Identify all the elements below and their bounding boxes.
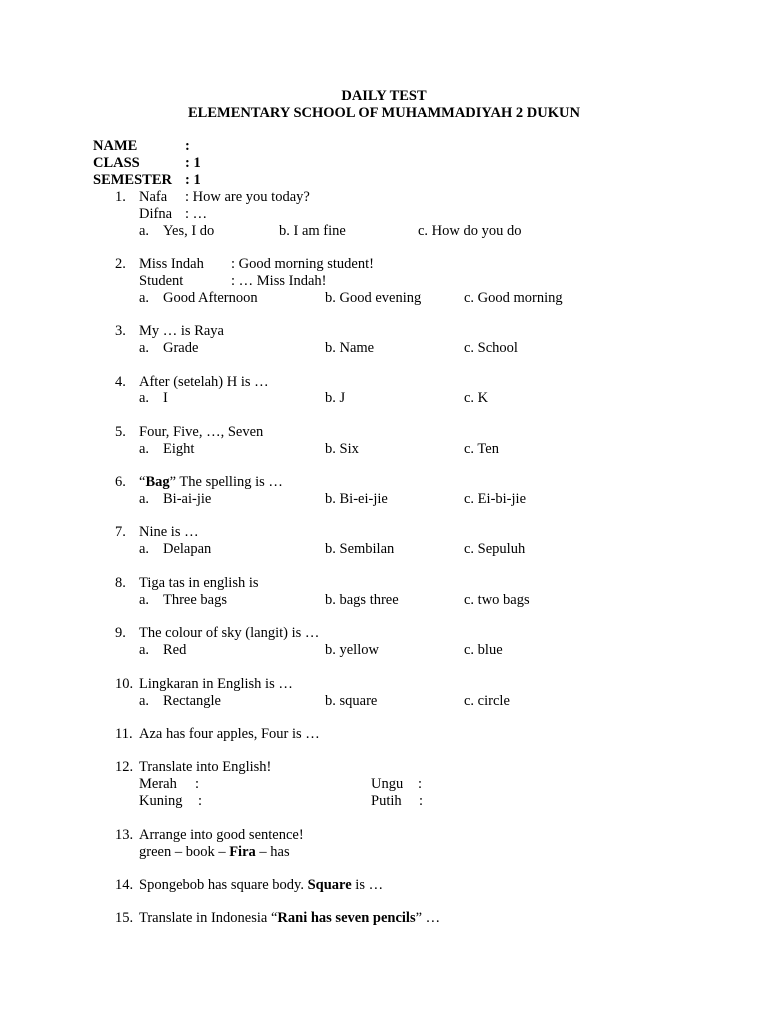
emphasis-word: Square: [307, 877, 352, 893]
question-number: 3.: [115, 323, 126, 339]
test-title: DAILY TEST: [341, 88, 427, 104]
translate-word: Ungu: [371, 776, 404, 792]
option-a: Good Afternoon: [163, 290, 258, 306]
question-text: Spongebob has square body. Square is …: [139, 877, 384, 893]
question-number: 11.: [115, 726, 133, 742]
question-number: 12.: [115, 759, 134, 775]
option-a: Red: [163, 642, 187, 658]
option-a: Three bags: [163, 592, 228, 608]
dialog-speaker: Difna: [139, 206, 173, 222]
emphasis-word: Bag: [145, 474, 170, 490]
name-value: :: [185, 138, 190, 154]
question-text: Four, Five, …, Seven: [139, 424, 264, 440]
option-a: Rectangle: [163, 693, 221, 709]
dialog-line: : How are you today?: [185, 189, 310, 205]
option-c: c. two bags: [464, 592, 530, 608]
option-b: b. bags three: [325, 592, 399, 608]
option-c: c. Ten: [464, 441, 499, 457]
option-b: b. Sembilan: [325, 541, 395, 557]
question-number: 8.: [115, 575, 126, 591]
dialog-speaker: Nafa: [139, 189, 168, 205]
question-number: 1.: [115, 189, 126, 205]
semester-value: : 1: [185, 172, 201, 188]
option-c: c. School: [464, 340, 518, 356]
option-b: b. Six: [325, 441, 359, 457]
question-text: Lingkaran in English is …: [139, 676, 293, 692]
question-number: 14.: [115, 877, 134, 893]
option-c: c. K: [464, 390, 489, 406]
option-b: b. Name: [325, 340, 375, 356]
translate-word: Kuning: [139, 793, 183, 809]
option-letter: a.: [139, 223, 150, 239]
question-number: 2.: [115, 256, 126, 272]
question-text: Translate into English!: [139, 759, 272, 775]
class-label: CLASS: [93, 155, 140, 171]
option-letter: a.: [139, 340, 150, 356]
option-c: c. Good morning: [464, 290, 563, 306]
question-text: Tiga tas in english is: [139, 575, 259, 591]
option-b: b. J: [325, 390, 346, 406]
option-a: Eight: [163, 441, 195, 457]
option-b: b. I am fine: [279, 223, 346, 239]
question-number: 15.: [115, 910, 134, 926]
dialog-line: : … Miss Indah!: [231, 273, 327, 289]
dialog-speaker: Student: [139, 273, 184, 289]
option-c: c. How do you do: [418, 223, 522, 239]
option-b: b. square: [325, 693, 378, 709]
option-letter: a.: [139, 441, 150, 457]
option-a: Yes, I do: [163, 223, 215, 239]
translate-word: Putih: [371, 793, 402, 809]
option-letter: a.: [139, 592, 150, 608]
dialog-line: : Good morning student!: [231, 256, 374, 272]
question-number: 5.: [115, 424, 126, 440]
emphasis-word: Rani has seven pencils: [277, 910, 416, 926]
option-a: Delapan: [163, 541, 212, 557]
question-number: 4.: [115, 374, 126, 390]
scrambled-words: green – book – Fira – has: [139, 844, 290, 860]
question-number: 13.: [115, 827, 134, 843]
question-text: Translate in Indonesia “Rani has seven pencils” …: [139, 910, 441, 926]
question-number: 10.: [115, 676, 134, 692]
answer-colon: :: [418, 776, 423, 792]
question-number: 9.: [115, 625, 126, 641]
answer-colon: :: [198, 793, 203, 809]
option-letter: a.: [139, 642, 150, 658]
option-c: c. Ei-bi-jie: [464, 491, 527, 507]
option-c: c. blue: [464, 642, 503, 658]
question-text: Nine is …: [139, 524, 199, 540]
option-b: b. Bi-ei-jie: [325, 491, 388, 507]
option-letter: a.: [139, 290, 150, 306]
option-b: b. yellow: [325, 642, 379, 658]
question-text: “Bag” The spelling is …: [139, 474, 283, 490]
question-text: My … is Raya: [139, 323, 224, 339]
emphasis-word: Fira: [229, 844, 256, 860]
semester-label: SEMESTER: [93, 172, 172, 188]
option-letter: a.: [139, 491, 150, 507]
option-a: I: [163, 390, 168, 406]
name-label: NAME: [93, 138, 138, 154]
dialog-line: : …: [185, 206, 208, 222]
question-number: 7.: [115, 524, 126, 540]
option-a: Grade: [163, 340, 199, 356]
question-text: Arrange into good sentence!: [139, 827, 304, 843]
school-name: ELEMENTARY SCHOOL OF MUHAMMADIYAH 2 DUKUN: [188, 105, 580, 121]
option-b: b. Good evening: [325, 290, 422, 306]
option-c: c. circle: [464, 693, 510, 709]
class-value: : 1: [185, 155, 201, 171]
question-number: 6.: [115, 474, 126, 490]
dialog-speaker: Miss Indah: [139, 256, 204, 272]
option-a: Bi-ai-jie: [163, 491, 212, 507]
answer-colon: :: [195, 776, 200, 792]
option-c: c. Sepuluh: [464, 541, 526, 557]
translate-word: Merah: [139, 776, 177, 792]
answer-colon: :: [419, 793, 424, 809]
option-letter: a.: [139, 390, 150, 406]
option-letter: a.: [139, 693, 150, 709]
option-letter: a.: [139, 541, 150, 557]
question-text: After (setelah) H is …: [139, 374, 269, 390]
question-text: Aza has four apples, Four is …: [139, 726, 320, 742]
question-text: The colour of sky (langit) is …: [139, 625, 320, 641]
